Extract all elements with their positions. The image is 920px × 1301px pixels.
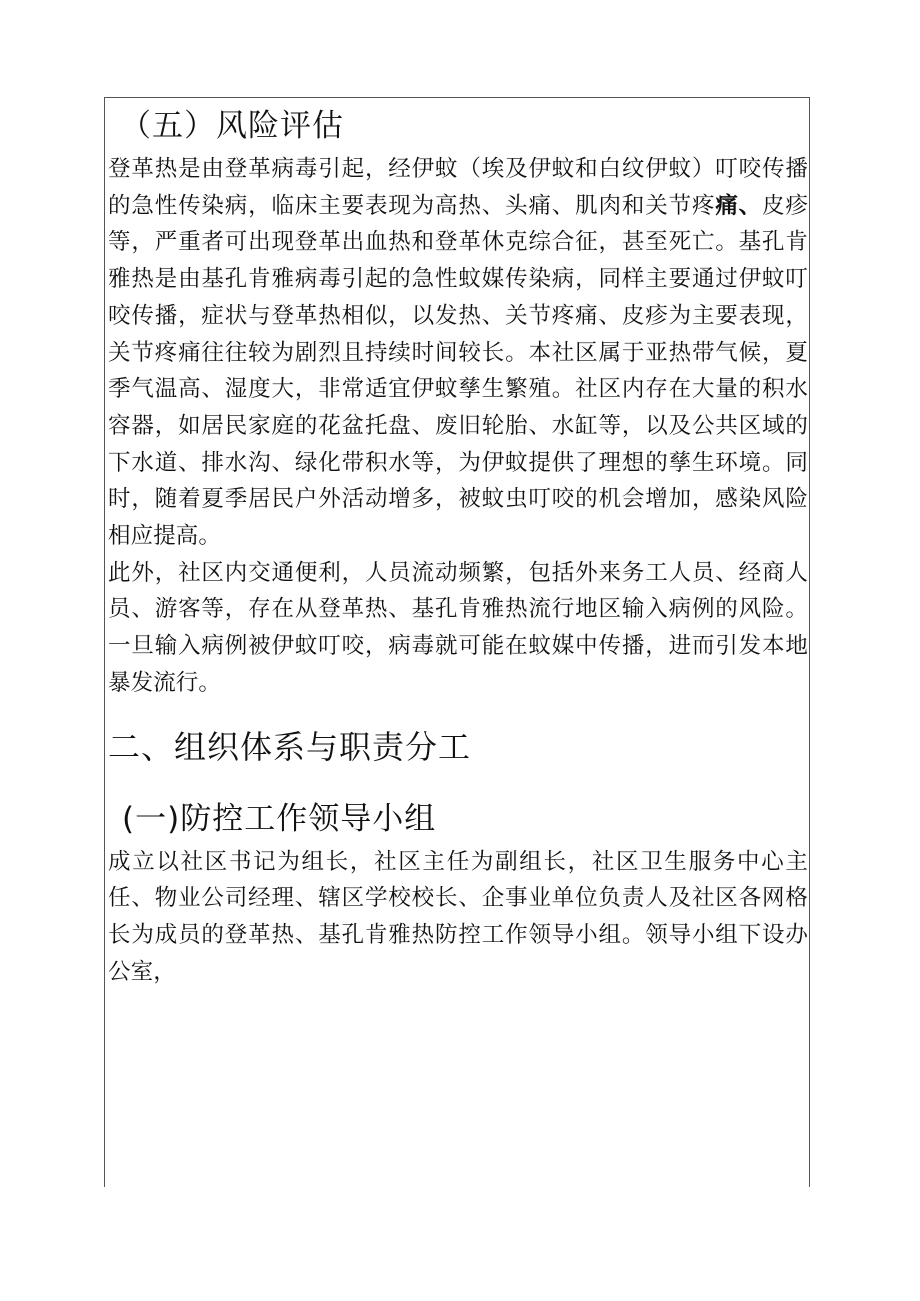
chapter-heading-organization: 二、组织体系与职责分工 bbox=[108, 727, 472, 766]
section-heading-leadership-group: (一)防控工作领导小组 bbox=[122, 800, 437, 837]
paragraph-imported-risk: 此外，社区内交通便利，人员流动频繁，包括外来务工人员、经商人员、游客等，存在从登革热、基孔肯雅热流行地区输入病例的风险。一旦输入病例被伊蚊叮咬，病毒就可能在蚊媒中传播，进而引发本地暴发流行。 bbox=[108, 559, 808, 696]
document-body bbox=[108, 103, 808, 990]
paragraph-text: 皮疹等，严重者可出现登革出血热和登革休克综合征，甚至死亡。基孔肯雅热是由基孔肯雅病毒引起的急性蚊媒传染病，同样主要通过伊蚊叮咬传播，症状与登革热相似，以发热、关节疼痛、皮疹为主要表现，关节疼痛往往较为剧烈且持续时间较长。本社区属于亚热带气候，夏季气温高、湿度大，非常适宜伊蚊孳生繁殖。社区内存在大量的积水容器，如居民家庭的花盆托盘、废旧轮胎、水缸等，以及公共区域的下水道、排水沟、绿化带积水等，为伊蚊提供了理想的孳生环境。同时，随着夏季居民户外活动增多，被蚊虫叮咬的机会增加，感染风险相应提高。 bbox=[108, 192, 808, 550]
section-heading-risk-assessment: （五）风险评估 bbox=[120, 108, 344, 144]
paragraph-text: 登革热是由登革病毒引起，经伊蚊（埃及伊蚊和白纹伊蚊）叮咬传播的急性传染病，临床主要表现为高热、头痛、肌肉和关节疼 bbox=[108, 156, 808, 219]
paragraph-leadership-group: 成立以社区书记为组长，社区主任为副组长，社区卫生服务中心主任、物业公司经理、辖区学校校长、企事业单位负责人及社区各网格长为成员的登革热、基孔肯雅热防控工作领导小组。领导小组下设办公室， bbox=[108, 848, 808, 985]
paragraph-risk-description bbox=[108, 151, 808, 555]
bold-text: 痛、 bbox=[715, 192, 763, 219]
